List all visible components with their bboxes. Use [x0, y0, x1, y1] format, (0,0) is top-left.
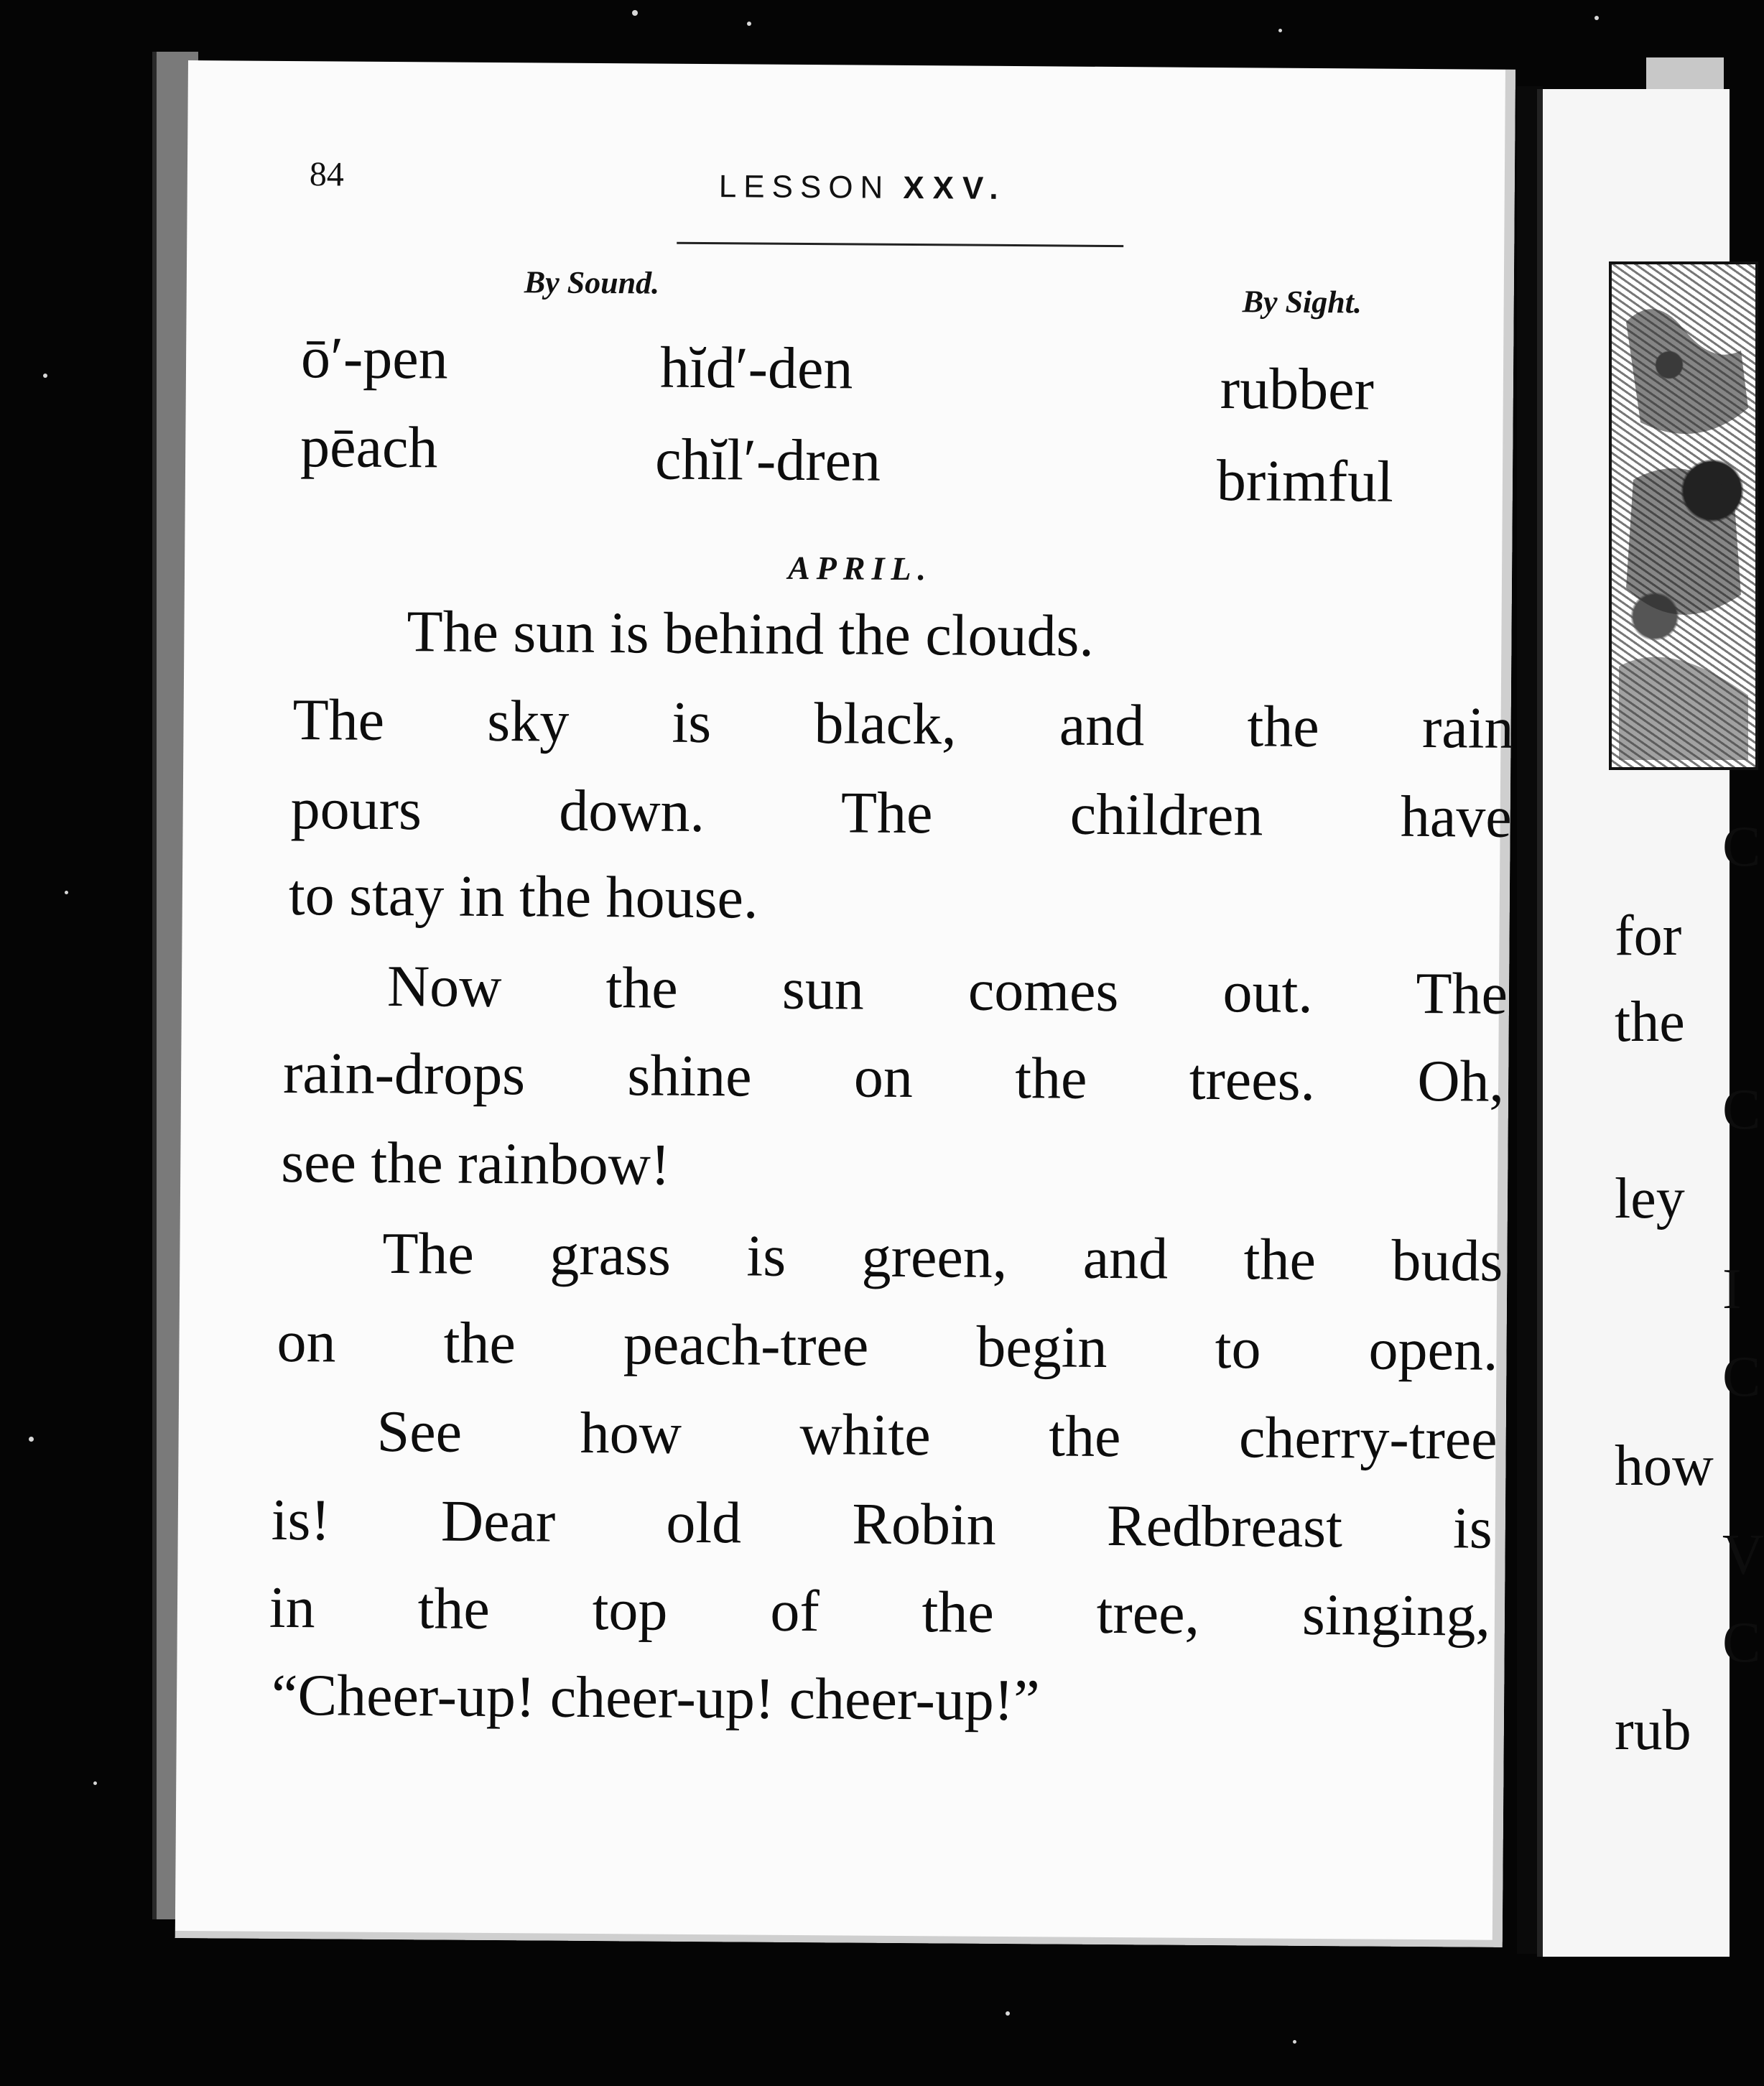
right-page-fragment: C: [1722, 815, 1761, 879]
story-title: APRIL.: [787, 549, 933, 588]
scan-speck: [632, 10, 638, 16]
lesson-word: LESSON: [718, 169, 891, 205]
by-sight-heading: By Sight.: [1242, 284, 1363, 320]
right-page: [1537, 89, 1764, 1957]
scan-speck: [93, 1781, 97, 1785]
scan-speck: [747, 22, 751, 26]
woodcut-illustration: [1609, 261, 1758, 770]
sight-word: brimful: [1216, 448, 1394, 514]
text-line: The sun is behind the clouds.: [407, 598, 1095, 669]
by-sound-heading: By Sound.: [524, 264, 660, 301]
right-page-fragment: the: [1615, 991, 1685, 1054]
text-line: “Cheer-up! cheer-up! cheer-up!”: [271, 1661, 1040, 1733]
sound-word: hĭd′-den: [659, 334, 853, 402]
text-line: Now the sun comes out. The: [386, 952, 1508, 1026]
text-line: in the top of the tree, singing,: [269, 1574, 1491, 1649]
text-line: see the rainbow!: [280, 1128, 671, 1197]
sight-word: rubber: [1220, 356, 1375, 422]
lesson-heading: [719, 169, 1007, 207]
right-page-fragment: how: [1615, 1434, 1714, 1498]
lesson-numeral: XXV.: [903, 170, 1007, 206]
scan-speck: [1278, 29, 1282, 32]
right-page-fragment: for: [1615, 904, 1682, 968]
right-page-fragment: I: [1722, 1258, 1742, 1321]
text-line: is! Dear old Robin Redbreast is: [271, 1486, 1493, 1561]
right-page-fragment: C: [1722, 1611, 1761, 1674]
left-page: [175, 60, 1515, 1947]
right-page-fragment: C: [1722, 1078, 1761, 1141]
right-page-fragment: C: [1722, 1345, 1761, 1409]
sound-word: ō′-pen: [300, 325, 449, 391]
text-line: to stay in the house.: [288, 862, 758, 931]
right-page-fragment: V: [1722, 1524, 1764, 1587]
right-page-fragment: ley: [1615, 1167, 1685, 1230]
right-page-fragment: rub: [1615, 1699, 1691, 1762]
text-line: rain-drops shine on the trees. Oh,: [282, 1039, 1505, 1114]
heading-rule: [677, 242, 1123, 247]
scan-speck: [43, 374, 47, 378]
text-line: See how white the cherry-tree: [376, 1398, 1498, 1472]
scan-speck: [1594, 16, 1599, 20]
scan-speck: [65, 891, 68, 894]
text-line: The grass is green, and the buds: [382, 1220, 1503, 1294]
text-line: The sky is black, and the rain: [292, 687, 1514, 761]
page-number: 84: [309, 155, 345, 194]
scan-speck: [29, 1437, 34, 1442]
sound-word: chĭl′-dren: [654, 426, 881, 493]
scan-speck: [1293, 2040, 1296, 2044]
scan-speck: [1006, 2011, 1010, 2016]
text-line: pours down. The children have: [290, 776, 1513, 850]
text-line: on the peach-tree begin to open.: [277, 1308, 1498, 1383]
sound-word: pēach: [300, 414, 438, 481]
